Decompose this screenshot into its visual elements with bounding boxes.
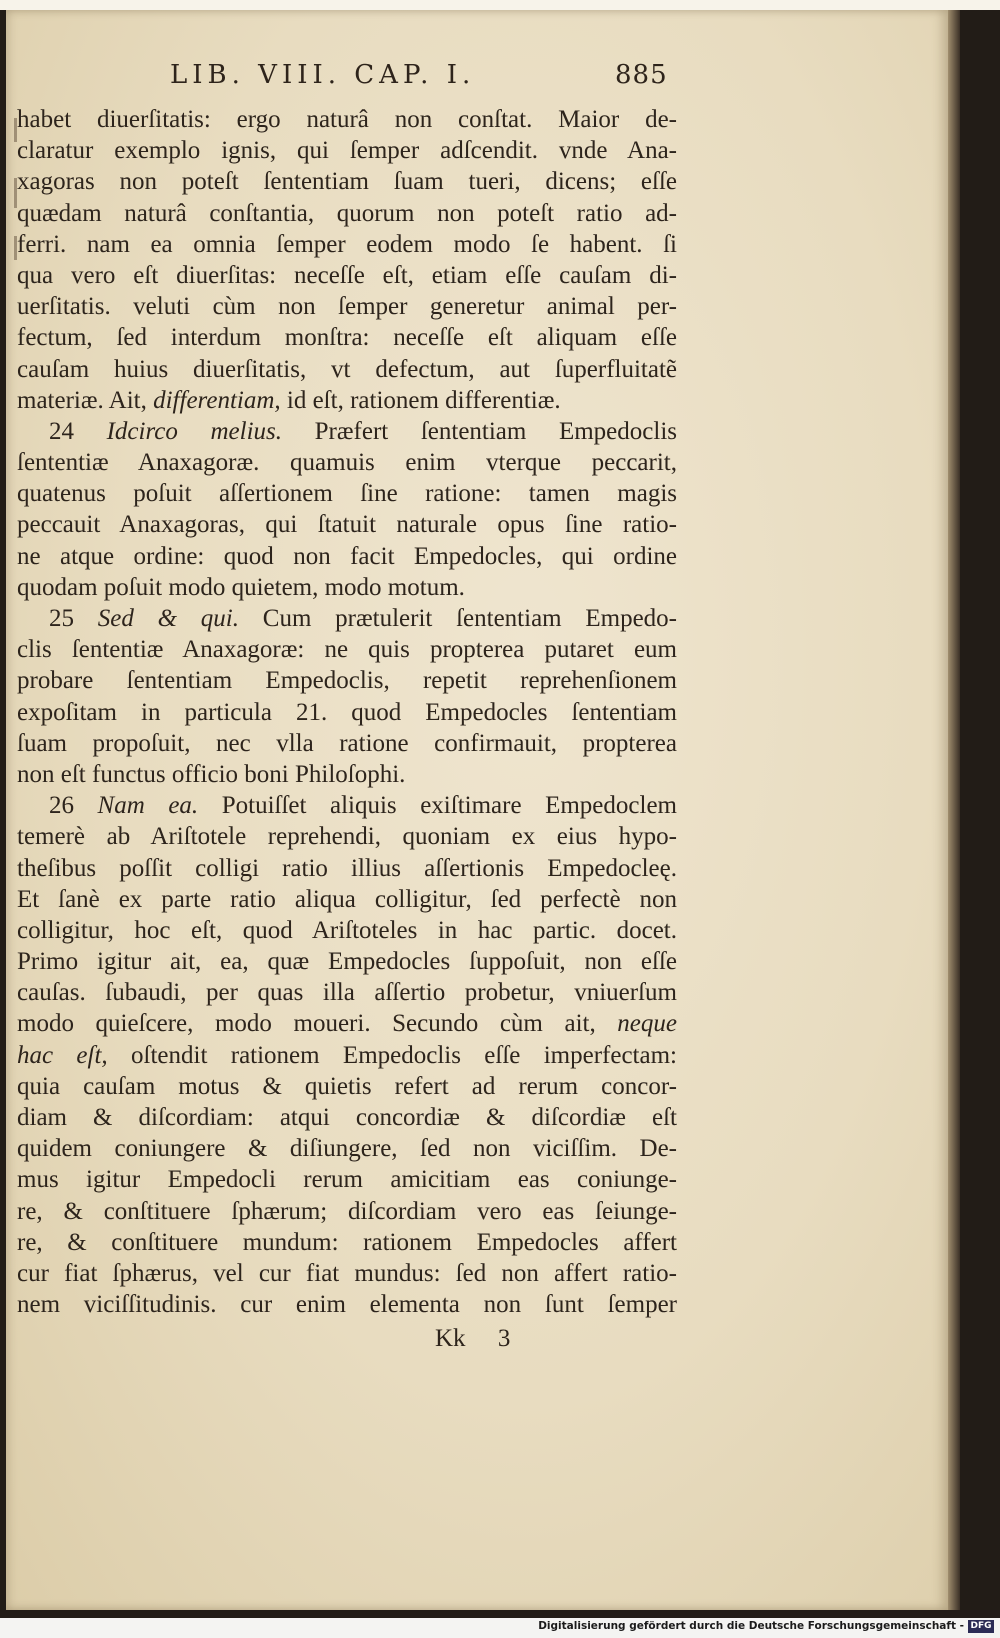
signature-number: 3 <box>497 1325 511 1352</box>
text-run: clis ſententiæ Anaxagoræ: ne quis propterea putaret eum <box>17 636 677 664</box>
text-run: oſtendit rationem Empedoclis eſſe imperfectam: <box>107 1041 677 1069</box>
lemma-italic: Sed & qui. <box>97 605 240 632</box>
lemma-italic: differentiam, <box>153 386 281 414</box>
text-line <box>17 572 677 603</box>
text-run: Primo igitur ait, ea, quæ Empedocles ſuppoſuit, non eſſe <box>17 948 677 976</box>
text-run: ſuam propoſuit, nec vlla ratione confirmauit, propterea <box>17 729 677 757</box>
text-run: quædam naturâ conſtantia, quorum non poteſt ratio ad- <box>17 199 677 227</box>
text-run: fectum, ſed interdum monſtra: neceſſe eſt aliquam eſſe <box>17 324 677 352</box>
text-line <box>17 104 677 135</box>
text-run: quia cauſam motus & quietis refert ad rerum concor- <box>17 1072 677 1100</box>
text-line <box>17 915 677 946</box>
text-run: Cum prætulerit ſententiam Empedo- <box>239 605 678 632</box>
text-line <box>17 416 677 447</box>
printer-signature <box>435 1325 536 1353</box>
page-number: 885 <box>615 60 668 90</box>
text-run: temerè ab Ariſtotele reprehendi, quoniam ex eius hypo- <box>17 823 677 851</box>
text-line <box>17 1164 677 1195</box>
text-line <box>17 1258 677 1289</box>
text-line <box>17 166 677 197</box>
text-line <box>17 1196 677 1227</box>
text-line <box>17 1102 677 1133</box>
page-edge-shadow <box>948 10 960 1610</box>
text-run: cur fiat ſphærus, vel cur fiat mundus: ſed non affert ratio- <box>17 1259 677 1287</box>
text-run: xagoras non poteſt ſententiam ſuam tueri, dicens; eſſe <box>17 168 677 196</box>
text-line <box>17 1040 677 1071</box>
text-run: ſententiæ Anaxagoræ. quamuis enim vterque peccarit, <box>17 449 677 477</box>
text-run: ne atque ordine: quod non facit Empedocles, qui ordine <box>17 542 677 570</box>
text-run: nem viciſſitudinis. cur enim elementa non ſunt ſemper <box>17 1291 677 1319</box>
text-run: qua vero eſt diuerſitas: neceſſe eſt, etiam eſſe cauſam di- <box>17 261 677 289</box>
text-line <box>17 291 677 322</box>
text-run: quodam poſuit modo quietem, modo motum. <box>17 573 465 601</box>
signature-mark: Kk <box>435 1325 466 1352</box>
text-line <box>17 447 677 478</box>
text-line <box>17 385 677 416</box>
text-line <box>17 759 677 790</box>
text-run: Præfert ſententiam Empedoclis <box>282 417 677 445</box>
text-line <box>17 478 677 509</box>
text-line <box>17 1071 677 1102</box>
text-line <box>17 509 677 540</box>
text-run: uerſitatis. veluti cùm non ſemper generetur animal per- <box>17 293 677 321</box>
text-line <box>17 977 677 1008</box>
text-line <box>17 790 677 821</box>
text-line <box>17 354 677 385</box>
text-line <box>17 697 677 728</box>
running-head: LIB. VIII. CAP. I. <box>170 60 476 90</box>
text-line <box>17 946 677 977</box>
text-run: id eſt, rationem differentiæ. <box>280 386 561 414</box>
text-line <box>17 1289 677 1320</box>
commentary-text <box>17 104 677 1320</box>
text-run: cauſam huius diuerſitatis, vt defectum, aut ſuperfluitatẽ <box>17 355 677 383</box>
text-line <box>17 229 677 260</box>
text-line <box>17 853 677 884</box>
text-line <box>17 260 677 291</box>
text-run: theſibus poſſit colligi ratio illius aſſertionis Empedocleę. <box>17 854 677 882</box>
top-margin <box>0 0 1000 10</box>
text-line <box>17 135 677 166</box>
text-run: modo quieſcere, modo moueri. Secundo cùm ait, <box>17 1010 618 1038</box>
text-run: quidem coniungere & diſiungere, ſed non viciſſim. De- <box>17 1135 677 1163</box>
text-run: re, & conſtituere mundum: rationem Empedocles affert <box>17 1228 677 1256</box>
text-run: quatenus poſuit aſſertionem ſine ratione: tamen magis <box>17 480 677 508</box>
text-run: ferri. nam ea omnia ſemper eodem modo ſe habent. ſi <box>17 230 677 258</box>
lemma-italic: Nam ea. <box>97 792 199 820</box>
text-run: non eſt functus officio boni Philoſophi. <box>17 760 406 788</box>
text-run: probare ſententiam Empedoclis, repetit reprehenſionem <box>17 667 677 695</box>
text-run: re, & conſtituere ſphærum; diſcordiam vero eas ſeiunge- <box>17 1197 677 1225</box>
lemma-italic: Idcirco melius. <box>106 417 283 445</box>
funding-note: Digitalisierung gefördert durch die Deutsche Forschungsgemeinschaft - <box>538 1620 964 1632</box>
text-run: peccauit Anaxagoras, qui ſtatuit naturale opus ſine ratio- <box>17 511 677 539</box>
text-run: colligitur, hoc eſt, quod Ariſtoteles in hac partic. docet. <box>17 916 677 944</box>
text-run: Et ſanè ex parte ratio aliqua colligitur, ſed perfectè non <box>17 885 677 913</box>
footer-bar <box>0 1618 1000 1638</box>
text-run: Potuiſſet aliquis exiſtimare Empedoclem <box>198 792 677 820</box>
text-line <box>17 1227 677 1258</box>
dfg-logo-icon: DFG <box>968 1620 994 1633</box>
lemma-italic: hac eſt, <box>17 1041 108 1069</box>
text-line <box>17 541 677 572</box>
text-line <box>17 1008 677 1039</box>
text-run: diam & diſcordiam: atqui concordiæ & diſcordiæ eſt <box>17 1104 677 1131</box>
page-header <box>170 60 690 90</box>
text-line <box>17 884 677 915</box>
text-run: materiæ. Ait, <box>17 386 154 414</box>
text-line <box>17 1133 677 1164</box>
text-run: habet diuerſitatis: ergo naturâ non conſtat. Maior de- <box>17 106 677 133</box>
text-line <box>17 728 677 759</box>
text-line <box>17 634 677 665</box>
text-run: 26 <box>49 792 98 820</box>
text-line <box>17 322 677 353</box>
text-run: mus igitur Empedocli rerum amicitiam eas coniunge- <box>17 1166 677 1194</box>
text-line <box>17 821 677 852</box>
text-run: expoſitam in particula 21. quod Empedocles ſententiam <box>17 698 677 726</box>
text-run: cauſas. ſubaudi, per quas illa aſſertio probetur, vniuerſum <box>17 979 677 1007</box>
text-run: 24 <box>49 417 107 445</box>
text-run: claratur exemplo ignis, qui ſemper adſcendit. vnde Ana- <box>17 137 677 165</box>
text-run: 25 <box>49 605 98 632</box>
text-line <box>17 198 677 229</box>
text-line <box>17 603 677 634</box>
lemma-italic: neque <box>617 1010 677 1038</box>
text-line <box>17 665 677 696</box>
